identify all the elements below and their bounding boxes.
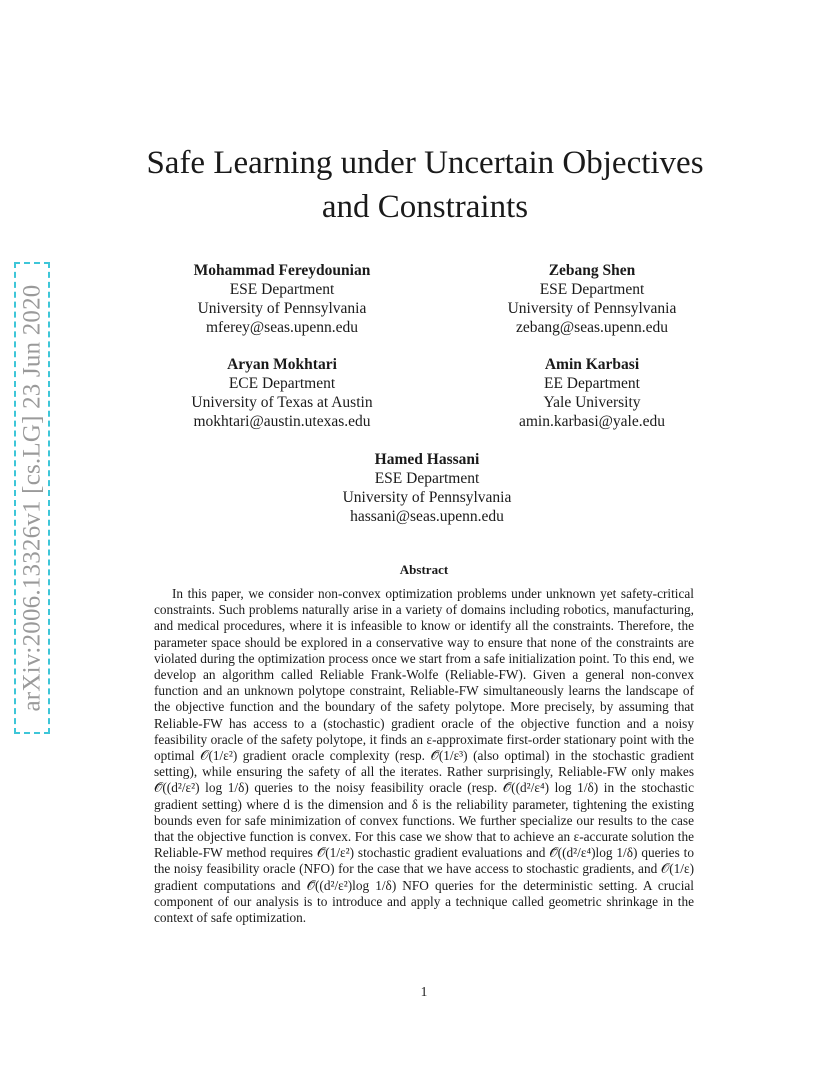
author-university: University of Pennsylvania bbox=[342, 489, 512, 506]
author-email: zebang@seas.upenn.edu bbox=[516, 319, 668, 336]
author-university: University of Texas at Austin bbox=[191, 394, 373, 411]
arxiv-identifier-text: arXiv:2006.13326v1 [cs.LG] 23 Jun 2020 bbox=[18, 284, 45, 712]
author-name: Aryan Mokhtari bbox=[227, 356, 337, 373]
author-department: ESE Department bbox=[229, 281, 335, 298]
arxiv-identifier bbox=[14, 262, 50, 734]
author-department: EE Department bbox=[544, 375, 640, 392]
author-department: ESE Department bbox=[374, 470, 480, 487]
author-name: Zebang Shen bbox=[548, 262, 636, 279]
author-university: University of Pennsylvania bbox=[507, 300, 677, 317]
author-department: ESE Department bbox=[539, 281, 645, 298]
author-name: Mohammad Fereydounian bbox=[193, 262, 371, 279]
author-block bbox=[452, 355, 732, 431]
author-block bbox=[142, 261, 422, 337]
author-department: ECE Department bbox=[228, 375, 336, 392]
author-block bbox=[142, 355, 422, 431]
paper-title: Safe Learning under Uncertain Objectives and Constraints bbox=[146, 145, 704, 225]
abstract-heading: Abstract bbox=[399, 562, 449, 577]
author-university: Yale University bbox=[543, 394, 641, 411]
author-email: hassani@seas.upenn.edu bbox=[350, 508, 504, 525]
author-name: Amin Karbasi bbox=[544, 356, 640, 373]
author-email: mferey@seas.upenn.edu bbox=[206, 319, 358, 336]
author-email: mokhtari@austin.utexas.edu bbox=[193, 413, 371, 430]
author-email: amin.karbasi@yale.edu bbox=[519, 413, 665, 430]
author-block bbox=[452, 261, 732, 337]
author-block bbox=[287, 450, 567, 526]
abstract-body: In this paper, we consider non-convex optimization problems under unknown yet safety-critical constraints. Such problems naturally arise in a variety of domains including robotics, manufacturing, and medical procedures, where it is infeasible to know or identify all the constraints. Therefore, the parameter space should be explored in a conservative way to ensure that none of the constraints are violated during the optimization process once we start from a safe initialization point. To this end, we develop an algorithm called Reliable Frank-Wolfe (Reliable-FW). Given a general non-convex function and an unknown polytope constraint, Reliable-FW simultaneously learns the landscape of the objective function and the boundary of the safety polytope. More precisely, by assuming that Reliable-FW has access to a (stochastic) gradient oracle of the objective function and a noisy feasibility oracle of the safety polytope, it finds an ε-approximate first-order stationary point with the optimal 𝒪(1/ε²) gradient oracle complexity (resp. 𝒪̃(1/ε³) (also optimal) in the stochastic gradient setting), while ensuring the safety of all the iterates. Rather surprisingly, Reliable-FW only makes 𝒪̃((d²/ε²) log 1/δ) queries to the noisy feasibility oracle (resp. 𝒪̃((d²/ε⁴) log 1/δ) in the stochastic gradient setting) where d is the dimension and δ is the reliability parameter, tightening the existing bounds even for safe minimization of convex functions. We further specialize our results to the case that the objective function is convex. For this case we show that to achieve an ε-accurate solution the Reliable-FW method requires 𝒪̃(1/ε²) stochastic gradient evaluations and 𝒪̃((d²/ε⁴)log 1/δ) queries to the noisy feasibility oracle (NFO) for the case that we have access to stochastic gradients, and 𝒪(1/ε) gradient computations and 𝒪̃((d²/ε²)log 1/δ) NFO queries for the deterministic setting. A crucial component of our analysis is to introduce and apply a technique called geometric shrinkage in the context of safe optimization. bbox=[154, 586, 694, 926]
author-name: Hamed Hassani bbox=[374, 451, 480, 468]
page-number: 1 bbox=[420, 984, 428, 999]
author-university: University of Pennsylvania bbox=[197, 300, 367, 317]
